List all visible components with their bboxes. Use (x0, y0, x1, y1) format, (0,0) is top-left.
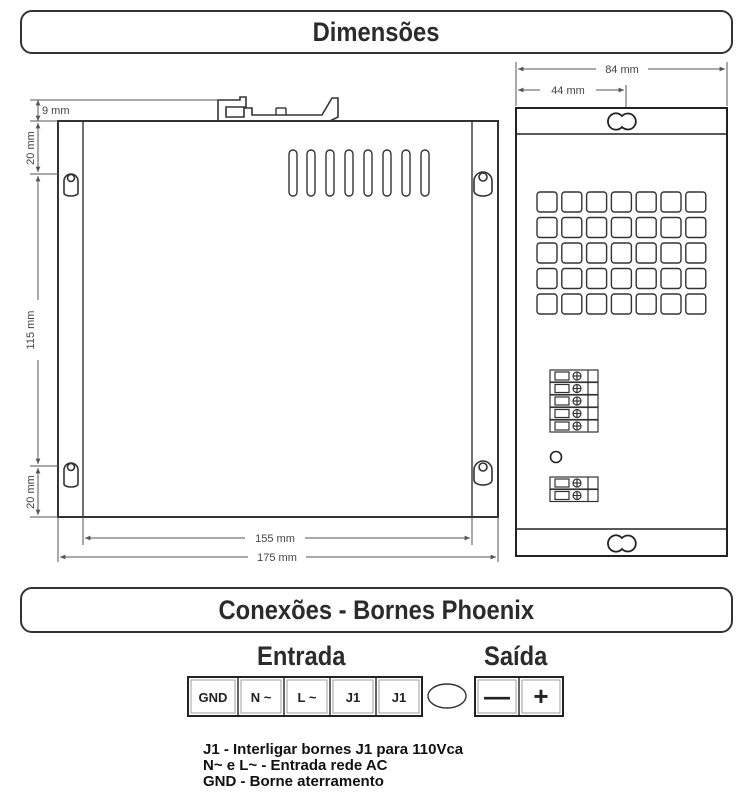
legend (203, 742, 463, 790)
vent-square (661, 243, 681, 263)
dim-175mm: 175 mm (257, 552, 297, 564)
vent-square (686, 294, 706, 314)
output-terminals (478, 677, 560, 716)
terminal-label: — (484, 681, 510, 711)
dim-84mm: 84 mm (605, 64, 639, 76)
vent-square (611, 243, 631, 263)
terminal-opening (555, 479, 569, 487)
dim-20mm-top: 20 mm (25, 131, 37, 165)
dim-155mm: 155 mm (255, 533, 295, 545)
vent-square (611, 192, 631, 212)
vent-square (587, 269, 607, 289)
input-terminals (191, 677, 419, 716)
vent-square (562, 294, 582, 314)
terminal-block-output (550, 477, 598, 502)
vent-square (636, 269, 656, 289)
input-label: Entrada (257, 641, 346, 671)
legend-line: N~ e L~ - Entrada rede AC (203, 757, 388, 774)
terminal-opening (555, 385, 569, 393)
terminal-opening (555, 422, 569, 430)
vent-square (636, 294, 656, 314)
vent-square (611, 269, 631, 289)
vent-square (537, 243, 557, 263)
vent-square (611, 294, 631, 314)
vent-square (661, 269, 681, 289)
dim-20mm-bottom: 20 mm (25, 475, 37, 509)
legend-line: GND - Borne aterramento (203, 773, 384, 790)
legend-line: J1 - Interligar bornes J1 para 110Vca (203, 741, 464, 758)
vent-square (686, 192, 706, 212)
vent-square (562, 192, 582, 212)
vent-square (636, 243, 656, 263)
terminal-label: J1 (391, 690, 407, 705)
terminal-opening (555, 410, 569, 418)
vent-square (686, 269, 706, 289)
connector-diagram (0, 672, 752, 732)
vent-square (587, 243, 607, 263)
vent-square (562, 218, 582, 238)
terminal-opening (555, 397, 569, 405)
vent-square (686, 218, 706, 238)
output-label: Saída (484, 641, 548, 671)
vent-square (587, 218, 607, 238)
terminal-opening (555, 492, 569, 500)
terminal-label: GND (198, 690, 228, 705)
terminal-label: + (533, 681, 549, 711)
dim-115mm: 115 mm (25, 310, 37, 350)
vent-square (661, 218, 681, 238)
vent-square (611, 218, 631, 238)
vent-square (537, 294, 557, 314)
separator-ellipse (428, 684, 466, 708)
side-view (516, 108, 727, 556)
vent-square (636, 192, 656, 212)
front-view (58, 97, 498, 517)
vent-square (537, 192, 557, 212)
terminal-label: J1 (345, 690, 361, 705)
dim-44mm: 44 mm (551, 85, 585, 97)
dimensions-title: Dimensões (313, 16, 440, 47)
vent-square (562, 243, 582, 263)
led-indicator (551, 452, 562, 463)
connections-title: Conexões - Bornes Phoenix (218, 594, 535, 625)
vent-square (537, 269, 557, 289)
vent-grid (537, 192, 706, 314)
vent-square (661, 192, 681, 212)
connections-section-header (20, 587, 733, 633)
vent-square (636, 218, 656, 238)
terminal-label: L ~ (297, 690, 317, 705)
vent-square (587, 294, 607, 314)
dim-9mm: 9 mm (42, 105, 70, 117)
vent-square (661, 294, 681, 314)
terminal-block-input (550, 370, 598, 432)
terminal-label: N ~ (250, 690, 272, 705)
vent-square (587, 192, 607, 212)
vent-square (686, 243, 706, 263)
terminal-opening (555, 372, 569, 380)
vent-square (562, 269, 582, 289)
vent-square (537, 218, 557, 238)
